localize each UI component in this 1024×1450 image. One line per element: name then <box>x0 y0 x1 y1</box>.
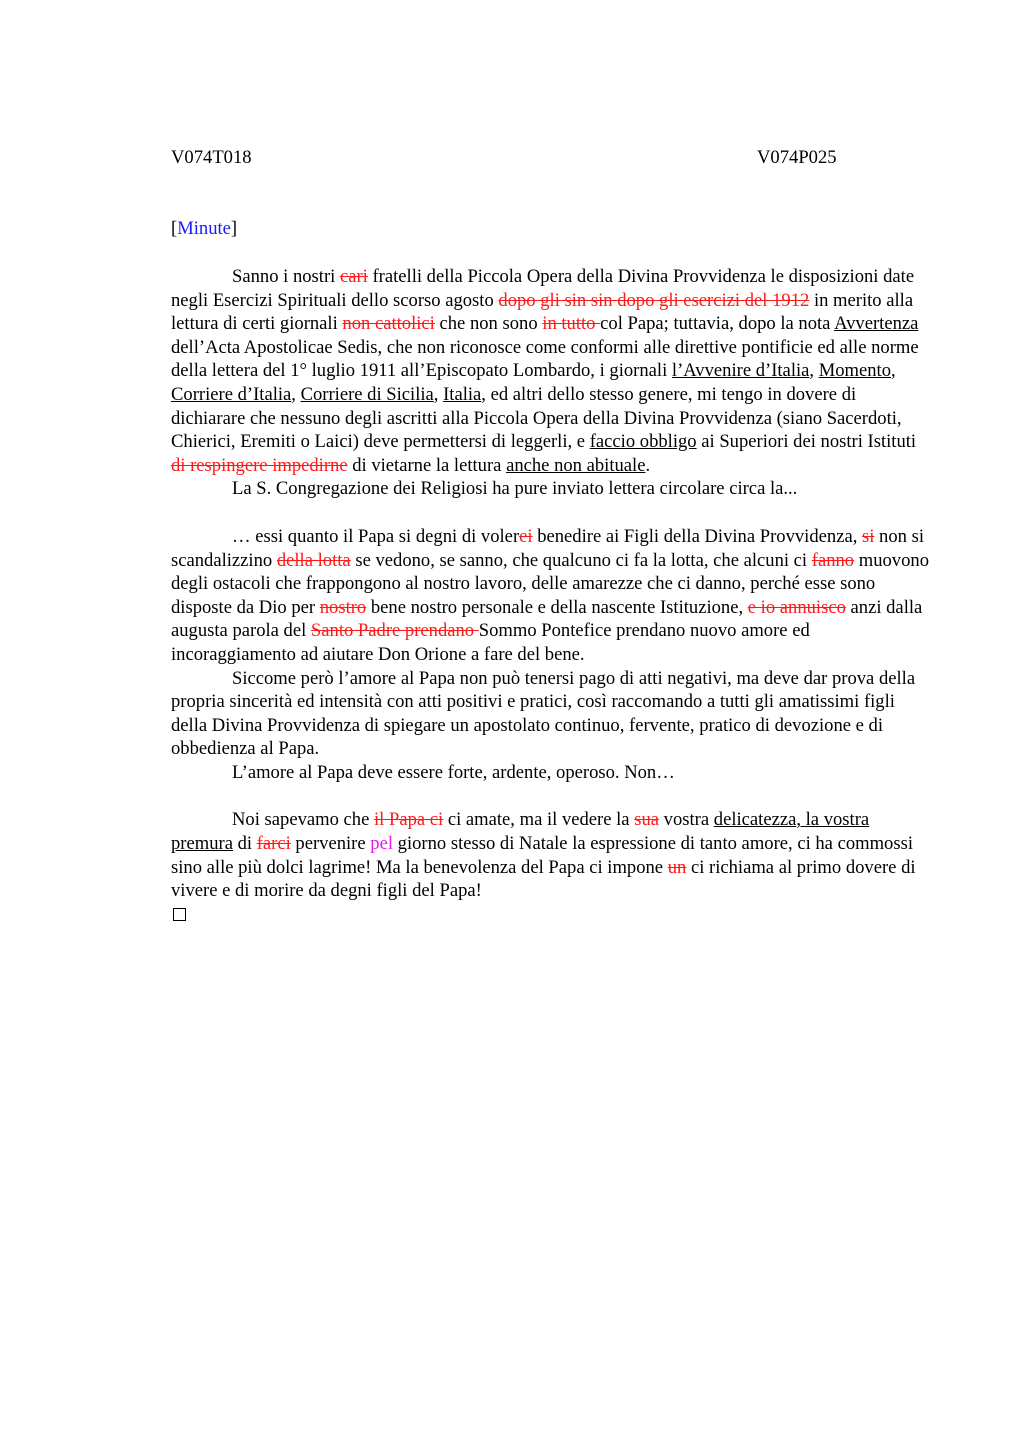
text-run: in merito alla lettura di certi giornali <box>171 289 914 335</box>
newspaper-title: Italia <box>443 383 482 405</box>
underlined-text: faccio obbligo <box>589 431 697 453</box>
document-page <box>171 146 931 921</box>
page-code-right: V074P025 <box>757 147 837 168</box>
text-run: che non sono <box>434 313 543 335</box>
text-run: di <box>232 833 257 855</box>
deleted-text: non cattolici <box>342 313 435 335</box>
minute-bracket-close: ] <box>230 218 238 239</box>
deleted-text: farci <box>256 833 291 855</box>
minute-word: Minute <box>177 218 231 239</box>
deleted-text: si <box>862 525 875 547</box>
paragraph-love-pope: L’amore al Papa deve essere forte, ardente, operoso. Non… <box>232 761 675 783</box>
deleted-text: Santo Padre prendano <box>310 620 479 642</box>
minute-bracket-open: [ <box>171 218 178 239</box>
deleted-text: della lotta <box>276 549 351 571</box>
section-christmas <box>171 808 931 920</box>
underlined-text: Avvertenza <box>834 313 919 335</box>
underlined-text: anche non abituale <box>506 454 646 476</box>
text-run: bene nostro personale e della nascente Istituzione, <box>366 596 748 618</box>
deleted-text: di respingere impedirne <box>171 454 348 476</box>
text-run: , <box>433 383 444 405</box>
paragraph-blessing <box>171 525 931 667</box>
highlighted-text: pel <box>370 833 393 855</box>
document-header <box>171 146 931 170</box>
text-run: pervenire <box>290 833 371 855</box>
text-run: giorno stesso di Natale la espressione di tanto amore, ci ha commossi sino alle più dolci lagrime! Ma la benevolenza del Papa ci impone <box>171 833 913 878</box>
newspaper-title: Momento <box>818 360 892 382</box>
deleted-text: cari <box>339 266 368 287</box>
text-run: di vietarne la lettura <box>347 454 507 476</box>
end-marker-box <box>173 908 186 921</box>
text-run: vostra <box>659 809 714 831</box>
text-run: … essi quanto il Papa si degni di voler <box>232 525 520 547</box>
text-run: Sanno i nostri <box>232 266 340 287</box>
deleted-text: un <box>667 856 687 878</box>
text-run: , ed altri dello stesso genere, mi tengo in dovere di dichiarare che nessuno degli ascritti alla Piccola Opera della Divina Provvidenza (siano Sacerdoti, Chierici, Eremiti o Laici) deve permettersi di leggerli, e <box>171 383 902 453</box>
section-newspapers <box>171 265 931 501</box>
deleted-text: e io annuisco <box>747 596 846 618</box>
text-run: se vedono, se sanno, che qualcuno ci fa la lotta, che alcuni ci <box>350 549 812 571</box>
paragraph-congregation: La S. Congregazione dei Religiosi ha pure inviato lettera circolare circa la... <box>232 478 798 500</box>
text-run: muovono degli ostacoli che frappongono al nostro lavoro, delle amarezze che ci danno, perché esse sono disposte da Dio per <box>171 549 929 618</box>
text-run: . <box>645 454 651 476</box>
text-run: , <box>291 383 301 405</box>
underlined-text: , <box>796 809 806 831</box>
text-run: fratelli della Piccola Opera della Divina Provvidenza le disposizioni date negli Esercizi Spirituali dello scorso agosto <box>171 266 915 311</box>
text-run: dell’Acta Apostolicae Sedis, che non riconosce come conformi alle direttive pontificie ed alle norme della lettera del 1° luglio 1911 all’Episcopato Lombardo, i giornali <box>171 336 919 382</box>
underlined-text: delicatezza <box>713 809 797 831</box>
minute-label <box>171 217 931 241</box>
section-pope-blessing <box>171 525 931 785</box>
paragraph-apostolate: Siccome però l’amore al Papa non può tenersi pago di atti negativi, ma deve dar prova della propria sincerità ed intensità con atti positivi e pratici, così raccomando a tutti gli amatissimi figli della Divina Provvidenza di spiegare un apostolato continuo, fervente, pratico di devozione e di obbedienza al Papa. <box>171 667 916 760</box>
newspaper-title: Corriere di Sicilia <box>300 383 434 405</box>
underlined-text: la vostra premura <box>171 809 870 855</box>
paragraph-christmas <box>171 808 931 902</box>
text-run: anzi dalla augusta parola del <box>171 596 923 642</box>
deleted-text: sua <box>634 809 660 831</box>
text-run: , <box>891 360 896 382</box>
deleted-text: in tutto <box>542 313 601 335</box>
deleted-text: dopo gli sin sin dopo gli esercizi del 1912 <box>498 289 810 311</box>
text-run: ai Superiori dei nostri Istituti <box>696 431 917 453</box>
text-run: Sommo Pontefice prendano nuovo amore ed incoraggiamento ad aiutare Don Orione a fare del bene. <box>171 620 810 665</box>
deleted-text: fanno <box>811 549 855 571</box>
text-run: ci amate, ma il vedere la <box>443 809 635 831</box>
text-run: , <box>809 360 819 382</box>
deleted-text: ei <box>519 525 533 547</box>
text-run: non si scandalizzino <box>171 525 924 571</box>
text-run: ci richiama al primo dovere di vivere e di morire da degni figli del Papa! <box>171 856 916 902</box>
text-run: Noi sapevamo che <box>232 809 374 831</box>
deleted-text: il Papa ci <box>374 809 444 831</box>
deleted-text: nostro <box>319 596 367 618</box>
paragraph-newspapers <box>171 265 931 477</box>
text-run: benedire ai Figli della Divina Provvidenza, <box>532 525 862 547</box>
newspaper-title: l’Avvenire d’Italia <box>671 360 810 382</box>
text-run: col Papa; tuttavia, dopo la nota <box>600 313 835 335</box>
newspaper-title: Corriere d’Italia <box>171 383 292 405</box>
document-code-left: V074T018 <box>171 147 252 168</box>
